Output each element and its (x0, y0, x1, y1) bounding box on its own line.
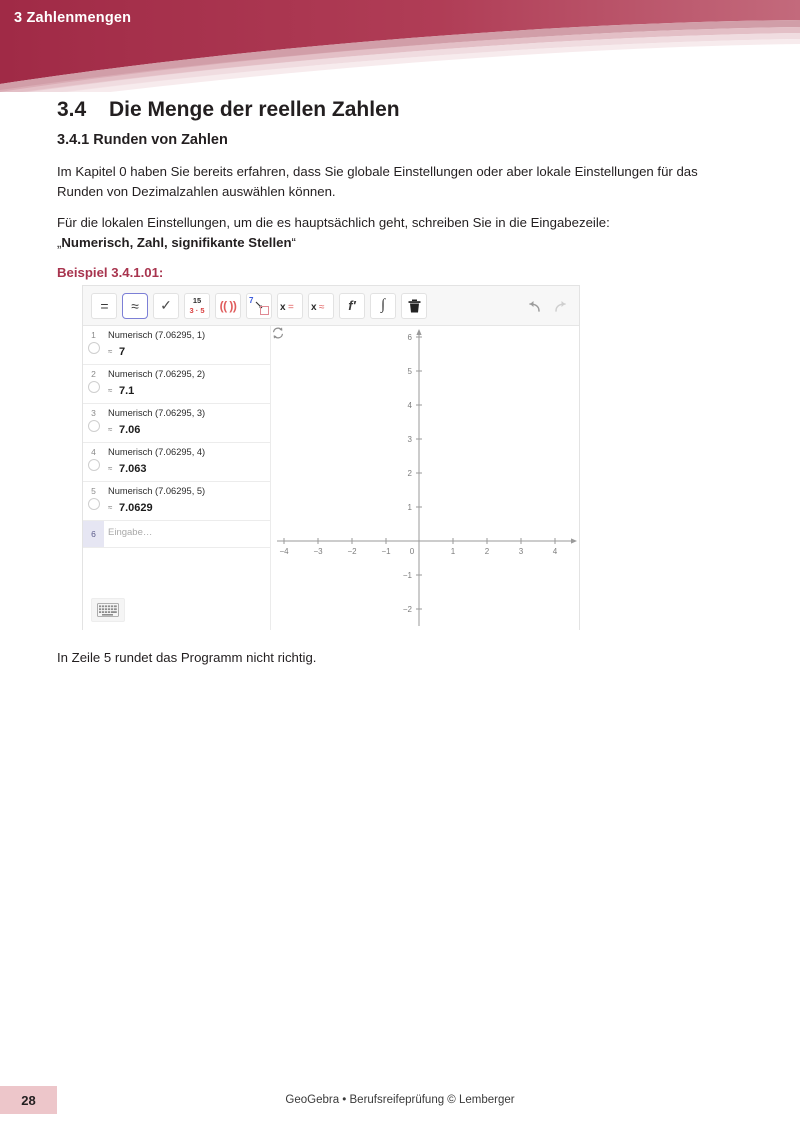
row-number-label: 4 (91, 447, 96, 457)
applet-toolbar (83, 286, 579, 326)
row-number (83, 443, 104, 481)
svg-text:−1: −1 (402, 571, 412, 580)
row-number (83, 365, 104, 403)
example-label: Beispiel 3.4.1.01: (57, 265, 164, 280)
closing-paragraph: In Zeile 5 rundet das Programm nicht richtig. (57, 650, 317, 665)
row-content[interactable] (104, 326, 270, 364)
subsection-title: 3.4.1 Runden von Zahlen (57, 132, 228, 148)
toolbar-button-delete[interactable] (401, 293, 427, 319)
factor-denominator: 3 · 5 (189, 305, 205, 315)
svg-text:x: x (311, 301, 317, 312)
toolbar-button-equals[interactable] (91, 293, 117, 319)
row-output-value: 7.063 (119, 463, 147, 475)
row-input[interactable]: Numerisch (7.06295, 2) (108, 369, 206, 379)
visibility-toggle-icon[interactable] (88, 498, 100, 510)
svg-text:1: 1 (407, 503, 412, 512)
paragraph-2-bold: Numerisch, Zahl, signifikante Stellen (61, 234, 292, 250)
row-relation: ≈ (108, 464, 113, 473)
expand-brackets-icon: (( )) (219, 298, 237, 313)
algebra-row[interactable] (83, 365, 270, 404)
page-number-box (0, 1086, 57, 1114)
factor-icon (189, 297, 204, 315)
row-content[interactable] (104, 443, 270, 481)
toolbar-button-approx[interactable] (122, 293, 148, 319)
visibility-toggle-icon[interactable] (88, 420, 100, 432)
toolbar-button-solve-x-equals[interactable] (277, 293, 303, 319)
row-output (108, 346, 266, 358)
solve-x-equals-icon (279, 300, 301, 312)
algebra-row[interactable] (83, 482, 270, 521)
row-output-value: 7 (119, 346, 126, 358)
svg-text:1: 1 (450, 547, 456, 556)
row-number-label: 1 (91, 330, 96, 340)
algebra-row[interactable] (83, 443, 270, 482)
svg-text:4: 4 (552, 547, 558, 556)
svg-text:−2: −2 (402, 605, 412, 614)
row-output (108, 502, 266, 514)
svg-text:4: 4 (407, 401, 412, 410)
substitute-target-box (260, 306, 269, 315)
row-output (108, 385, 266, 397)
row-number (83, 521, 104, 547)
toolbar-button-check[interactable] (153, 293, 179, 319)
geogebra-applet[interactable] (82, 285, 580, 630)
keyboard-icon (97, 603, 119, 617)
page-title (57, 96, 743, 124)
row-number (83, 482, 104, 520)
factor-numerator: 15 (192, 295, 202, 305)
quote-open: „ (57, 234, 62, 250)
page-footer (0, 1080, 800, 1131)
row-content[interactable] (104, 527, 270, 542)
svg-text:−4: −4 (279, 547, 289, 556)
svg-text:3: 3 (407, 435, 412, 444)
svg-text:5: 5 (407, 367, 412, 376)
section-number: 3.4 (57, 98, 87, 121)
svg-text:−3: −3 (313, 547, 323, 556)
integral-icon: ∫ (380, 297, 386, 313)
row-relation: ≈ (108, 386, 113, 395)
graphics-view[interactable] (271, 326, 579, 630)
toolbar-button-substitute[interactable] (246, 293, 272, 319)
row-number (83, 326, 104, 364)
refresh-icon[interactable] (271, 326, 285, 340)
approx-icon: ≈ (131, 297, 139, 314)
algebra-input-row[interactable] (83, 521, 270, 548)
visibility-toggle-icon[interactable] (88, 342, 100, 354)
toolbar-button-factor[interactable] (184, 293, 210, 319)
quote-close: “ (291, 234, 296, 250)
row-number-label: 2 (91, 369, 96, 379)
svg-text:2: 2 (407, 469, 412, 478)
row-output-value: 7.06 (119, 424, 141, 436)
solve-x-approx-icon (310, 300, 332, 312)
chapter-title: 3 Zahlenmengen (14, 10, 132, 26)
trash-icon (408, 299, 421, 313)
toolbar-button-derivative[interactable] (339, 293, 365, 319)
algebra-row[interactable] (83, 326, 270, 365)
algebra-rows (83, 326, 270, 548)
svg-text:6: 6 (407, 333, 412, 342)
substitute-icon (249, 297, 269, 315)
paragraph-1: Im Kapitel 0 haben Sie bereits erfahren, dass Sie globale Einstellungen oder aber lokale Einstellungen für das Runden von Dezimalzahlen auswählen können. (57, 164, 698, 199)
svg-text:2: 2 (484, 547, 490, 556)
toolbar-button-integral[interactable] (370, 293, 396, 319)
svg-text:0: 0 (409, 547, 415, 556)
applet-body (83, 326, 579, 630)
undo-icon[interactable] (526, 299, 543, 314)
section-title: Die Menge der reellen Zahlen (109, 98, 400, 121)
row-number-label: 6 (91, 529, 96, 539)
row-content[interactable] (104, 404, 270, 442)
content-area (57, 96, 743, 280)
page-number: 28 (21, 1092, 36, 1108)
closing-paragraph-wrapper (57, 648, 743, 668)
row-number-label: 5 (91, 486, 96, 496)
row-content[interactable] (104, 482, 270, 520)
paragraph-2 (57, 213, 743, 252)
coordinate-axes (271, 326, 581, 630)
row-number (83, 404, 104, 442)
algebra-input-placeholder[interactable]: Eingabe… (108, 526, 153, 538)
row-output (108, 463, 266, 475)
visibility-toggle-icon[interactable] (88, 381, 100, 393)
visibility-toggle-icon[interactable] (88, 459, 100, 471)
row-output (108, 424, 266, 436)
svg-text:−2: −2 (347, 547, 357, 556)
row-output-value: 7.1 (119, 385, 135, 397)
equals-icon: = (100, 297, 108, 314)
algebra-view[interactable] (83, 326, 271, 630)
algebra-row[interactable] (83, 404, 270, 443)
row-input[interactable]: Numerisch (7.06295, 5) (108, 486, 206, 496)
redo-icon[interactable] (552, 299, 569, 314)
svg-text:≈: ≈ (319, 301, 325, 312)
toolbar-button-expand-brackets[interactable] (215, 293, 241, 319)
check-icon: ✓ (160, 297, 172, 313)
row-relation: ≈ (108, 503, 113, 512)
row-content[interactable] (104, 365, 270, 403)
paragraph-2-lead: Für die lokalen Einstellungen, um die es hauptsächlich geht, schreiben Sie in die Eingabezeile: (57, 215, 610, 230)
svg-text:=: = (288, 301, 294, 312)
substitute-value: 7 (249, 295, 254, 305)
row-relation: ≈ (108, 347, 113, 356)
svg-text:x: x (280, 301, 286, 312)
toolbar-history-group (526, 286, 569, 326)
svg-text:−1: −1 (381, 547, 391, 556)
row-output-value: 7.0629 (119, 502, 153, 514)
toolbar-button-solve-x-approx[interactable] (308, 293, 334, 319)
page-header (0, 0, 800, 92)
svg-text:3: 3 (518, 547, 524, 556)
derivative-icon: f′ (348, 298, 356, 313)
keyboard-button[interactable] (91, 598, 125, 622)
footer-text: GeoGebra • Berufsreifeprüfung © Lemberger (285, 1094, 515, 1106)
row-input[interactable]: Numerisch (7.06295, 3) (108, 408, 206, 418)
row-input[interactable]: Numerisch (7.06295, 4) (108, 447, 206, 457)
row-relation: ≈ (108, 425, 113, 434)
row-input[interactable]: Numerisch (7.06295, 1) (108, 330, 206, 340)
row-number-label: 3 (91, 408, 96, 418)
